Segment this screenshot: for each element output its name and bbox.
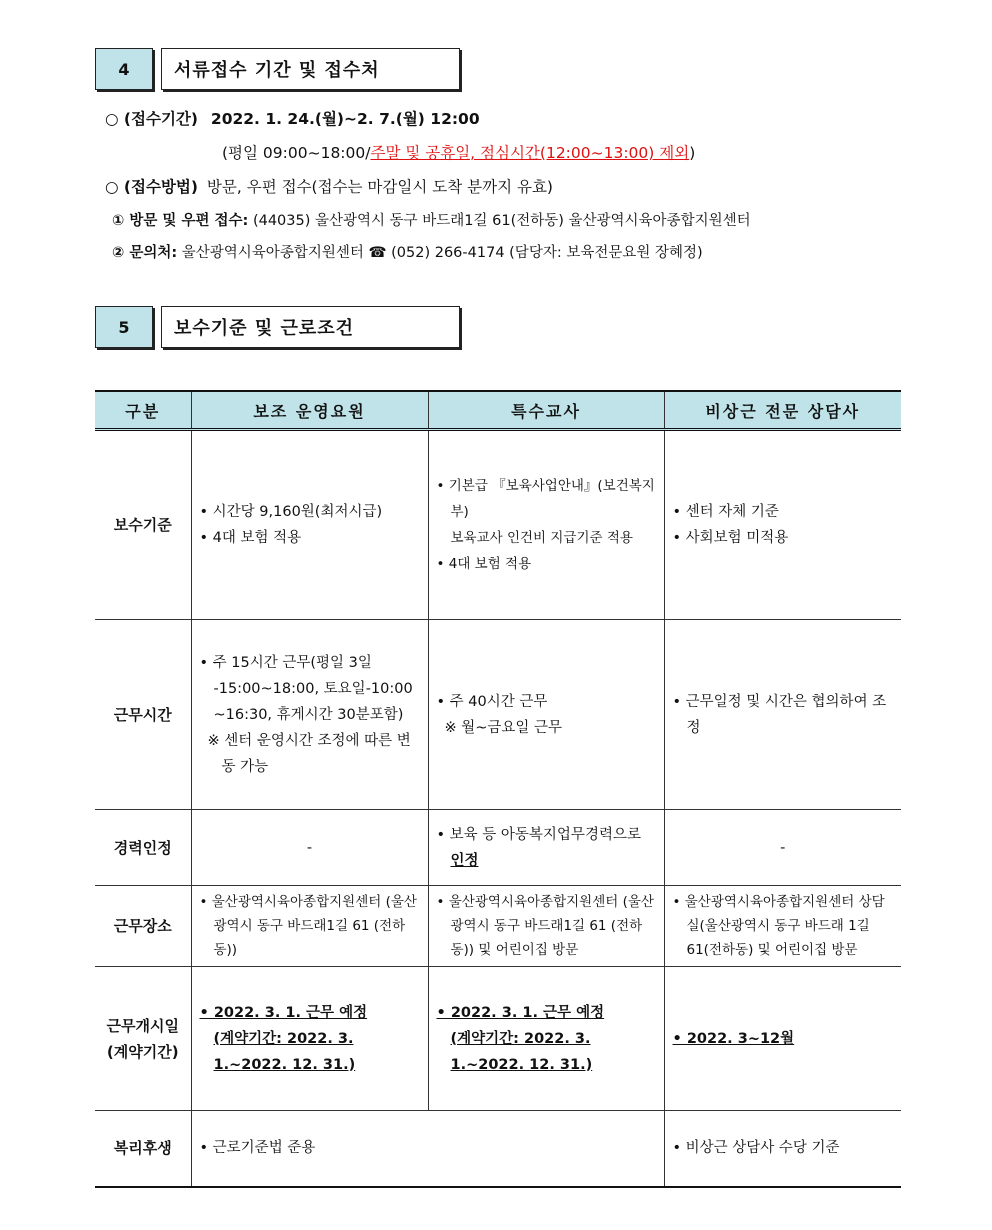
table-row (95, 886, 901, 967)
pay-counselor (664, 430, 901, 620)
start-teacher-date: • 2022. 3. 1. 근무 예정 (436, 1004, 605, 1021)
hours-teacher-line: • 주 40시간 근무 (436, 693, 548, 710)
contact-label: ② 문의처: (112, 245, 178, 261)
pay-teacher-line: • 4대 보험 적용 (436, 556, 532, 572)
table-row (95, 620, 901, 810)
start-teacher (428, 967, 664, 1111)
contact-value: 울산광역시육아종합지원센터 ☎ (052) 266-4174 (담당자: 보육전문요원 장혜정) (181, 245, 703, 261)
row-label-hours: 근무시간 (95, 620, 191, 810)
row-label-start (95, 967, 191, 1111)
table-row (95, 810, 901, 886)
row-label-career: 경력인정 (95, 810, 191, 886)
start-assistant-date: • 2022. 3. 1. 근무 예정 (199, 1004, 368, 1021)
application-period-value: 2022. 1. 24.(월)~2. 7.(월) 12:00 (210, 110, 480, 128)
header-special-teacher: 특수교사 (428, 391, 664, 430)
row-label-start-line: (계약기간) (106, 1042, 179, 1061)
hours-teacher-note: ※ 월~금요일 근무 (444, 719, 563, 736)
hours-assistant-note: ※ 센터 운영시간 조정에 따른 변동 가능 (207, 732, 411, 775)
application-method-value: 방문, 우편 접수(접수는 마감일시 도착 분까지 유효) (206, 178, 553, 196)
pay-assistant-line: • 4대 보험 적용 (199, 530, 302, 546)
submission-address-value: (44035) 울산광역시 동구 바드래1길 61(전하동) 울산광역시육아종합지원센터 (252, 213, 751, 229)
pay-counselor-line: • 센터 자체 기준 (672, 504, 779, 520)
place-teacher-text: • 울산광역시육아종합지원센터 (울산광역시 동구 바드래1길 61 (전하동)) 및 어린이집 방문 (436, 894, 654, 958)
pay-assistant (191, 430, 428, 620)
section-5-header (95, 306, 460, 348)
application-period (105, 107, 480, 129)
start-counselor (664, 967, 901, 1111)
welfare-counselor-text: • 비상근 상담사 수당 기준 (672, 1140, 840, 1157)
submission-address (112, 209, 751, 230)
place-assistant (191, 886, 428, 967)
office-hours-suffix: ) (689, 144, 696, 162)
header-counselor: 비상근 전문 상담사 (664, 391, 901, 430)
office-hours-excluded: 주말 및 공휴일, 점심시간(12:00~13:00) 제외 (370, 144, 690, 162)
hours-assistant (191, 620, 428, 810)
section-5-number: 5 (95, 306, 153, 348)
application-method-label: ○ (접수방법) (105, 178, 198, 196)
header-assistant-staff: 보조 운영요원 (191, 391, 428, 430)
hours-assistant-line: • 주 15시간 근무(평일 3일 -15:00~18:00, 토요일-10:00 ~16:30, 휴게시간 30분포함) (199, 654, 413, 723)
table-header-row (95, 391, 901, 430)
header-category: 구분 (95, 391, 191, 430)
place-assistant-text: • 울산광역시육아종합지원센터 (울산광역시 동구 바드래1길 61 (전하동)) (199, 894, 417, 958)
place-counselor-text: • 울산광역시육아종합지원센터 상담실(울산광역시 동구 바드래 1길61(전하동) 및 어린이집 방문 (672, 894, 885, 958)
pay-assistant-line: • 시간당 9,160원(최저시급) (199, 504, 383, 520)
pay-teacher-line: • 기본급 『보육사업안내』(보건복지부) (436, 478, 655, 520)
row-label-pay: 보수기준 (95, 430, 191, 620)
hours-counselor-line: • 근무일정 및 시간은 협의하여 조정 (672, 693, 887, 736)
work-conditions-table (95, 390, 901, 1188)
start-assistant-contract: (계약기간: 2022. 3. 1.~2022. 12. 31.) (213, 1030, 356, 1073)
career-teacher-emphasis: 인정 (450, 852, 479, 869)
place-counselor (664, 886, 901, 967)
row-label-start-line: 근무개시일 (106, 1016, 179, 1035)
section-4-number: 4 (95, 48, 153, 90)
table-row (95, 967, 901, 1111)
welfare-counselor (664, 1111, 901, 1187)
start-assistant (191, 967, 428, 1111)
welfare-staff-teacher (191, 1111, 664, 1187)
place-teacher (428, 886, 664, 967)
pay-teacher-line: 보육교사 인건비 지급기준 적용 (450, 530, 633, 546)
section-5-title: 보수기준 및 근로조건 (161, 306, 460, 348)
row-label-welfare: 복리후생 (95, 1111, 191, 1187)
start-teacher-contract: (계약기간: 2022. 3. 1.~2022. 12. 31.) (450, 1030, 593, 1073)
section-4-title: 서류접수 기간 및 접수처 (161, 48, 460, 90)
pay-counselor-line: • 사회보험 미적용 (672, 530, 789, 546)
submission-address-label: ① 방문 및 우편 접수: (112, 213, 249, 229)
contact-info (112, 241, 703, 262)
career-teacher-line: • 보육 등 아동복지업무경력으로 (436, 826, 641, 843)
application-method (105, 175, 553, 197)
hours-teacher (428, 620, 664, 810)
pay-teacher (428, 430, 664, 620)
office-hours-prefix: (평일 09:00~18:00/ (222, 144, 371, 162)
row-label-place: 근무장소 (95, 886, 191, 967)
career-teacher (428, 810, 664, 886)
table-row (95, 1111, 901, 1187)
table-row (95, 430, 901, 620)
hours-counselor (664, 620, 901, 810)
welfare-staff-teacher-text: • 근로기준법 준용 (199, 1140, 316, 1157)
application-period-label: ○ (접수기간) (105, 110, 198, 128)
start-counselor-date: • 2022. 3~12월 (672, 1030, 795, 1047)
career-assistant: - (191, 810, 428, 886)
career-counselor: - (664, 810, 901, 886)
section-4-header (95, 48, 460, 90)
office-hours (222, 141, 695, 163)
